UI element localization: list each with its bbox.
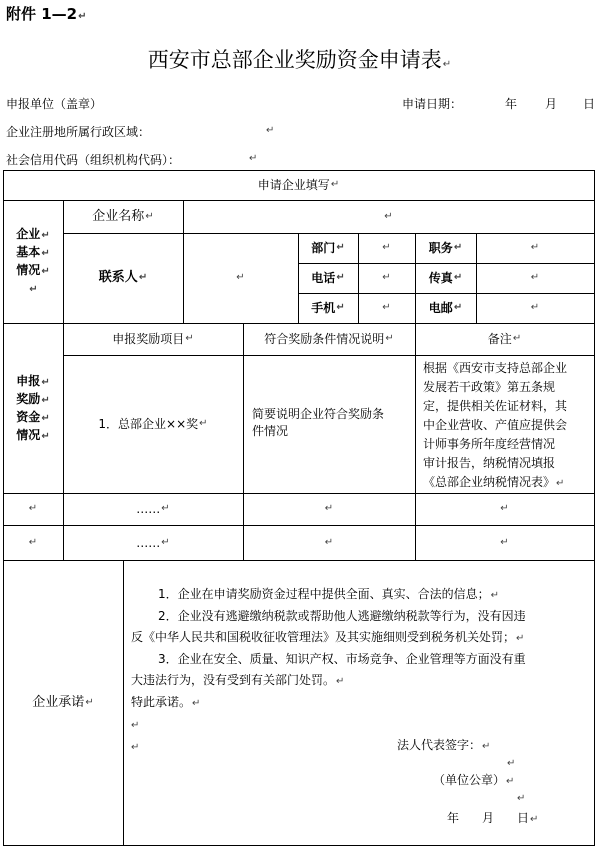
fax-label: 传真 ↵ [428,271,463,285]
position-label: 职务 ↵ [428,241,463,255]
row1-project[interactable]: 1．总部企业××奖 ↵ [98,417,208,431]
dept-value[interactable]: ↵ [382,242,391,253]
row1-condition[interactable]: 简要说明企业符合奖励条 件情况 [252,407,385,438]
sign-date-month: 月 [482,811,495,825]
date-label: 申请日期： [402,97,463,111]
paragraph-mark: ↵ [266,125,275,136]
email-value[interactable]: ↵ [530,302,540,313]
contact-value[interactable]: ↵ [236,272,245,283]
applicant-label: 申报单位（盖章） [6,97,103,111]
mobile-label: 手机 ↵ [311,301,345,315]
signature-label: 法人代表签字：↵ [397,738,491,752]
region-label: 企业注册地所属行政区域： [6,125,151,139]
row3-project[interactable]: …… ↵ [136,535,170,550]
basic-info-heading: 企业↵ 基本↵ 情况↵ ↵ [16,227,50,295]
paragraph-mark: ↵ [517,793,526,804]
company-name-value[interactable]: ↵ [384,210,393,222]
sign-date-day: 日↵ [517,811,539,825]
mobile-value[interactable]: ↵ [382,302,391,313]
row3-heading: ↵ [28,536,38,548]
row2-project[interactable]: …… ↵ [136,502,170,516]
table-line [594,170,595,846]
row2-condition[interactable]: ↵ [324,503,334,514]
credit-code-label: 社会信用代码（组织机构代码）： [6,153,181,167]
date-day: 日 [583,97,596,111]
seal-label: （单位公章）↵ [433,773,515,787]
paragraph-mark: ↵ [507,758,516,769]
position-value[interactable]: ↵ [530,242,540,253]
col-condition-header: 符合奖励条件情况说明 ↵ [264,332,394,346]
col-project-header: 申报奖励项目 ↵ [112,332,194,346]
fax-value[interactable]: ↵ [530,272,540,283]
row3-condition[interactable]: ↵ [324,536,334,548]
phone-value[interactable]: ↵ [382,272,391,283]
page-title: 西安市总部企业奖励资金申请表↵ [147,48,452,72]
date-year: 年 [505,97,518,111]
row3-remark[interactable]: ↵ [500,536,509,548]
email-label: 电邮 ↵ [428,301,463,315]
table-line [3,845,595,846]
col-remark-header: 备注 ↵ [487,332,522,346]
award-heading: 申报↵ 奖励↵ 资金↵ 情况↵ [16,374,50,442]
sign-date-year: 年 [447,811,460,825]
row2-heading: ↵ [28,503,38,514]
phone-label: 电话 ↵ [311,271,345,285]
row1-remark[interactable]: 根据《西安市支持总部企业 发展若干政策》第五条规 定，提供相关佐证材料，其 中企业营收、产值应提供会 计师事务所年度经营情况 审计报告，纳税情况填报 《总部企业纳税情况表》↵ [423,361,568,489]
commitment-text: 1．企业在申请奖励资金过程中提供全面、真实、合法的信息；↵ 2．企业没有逃避缴纳税款或帮助他人逃避缴纳税款等行为，没有因违 反《中华人民共和国税收征收管理法》及其实施细则受到税务机关处罚；↵ 3．企业在安全、质量、知识产权、市场竞争、企业管理等方面没有重 大违法行为，没有受到有关部门处罚。↵ 特此承诺。↵ ↵ ↵ [131,587,526,753]
commitment-label: 企业承诺 ↵ [32,694,94,710]
company-name-label: 企业名称 ↵ [92,208,154,224]
attachment-label: 附件 1—2↵ [6,5,87,23]
contact-label: 联系人 ↵ [98,270,148,285]
dept-label: 部门 ↵ [311,241,345,255]
date-month: 月 [545,97,558,111]
table-line [123,560,124,846]
section-header: 申请企业填写 ↵ [257,178,340,192]
row2-remark[interactable]: ↵ [500,503,509,514]
paragraph-mark: ↵ [249,153,258,164]
